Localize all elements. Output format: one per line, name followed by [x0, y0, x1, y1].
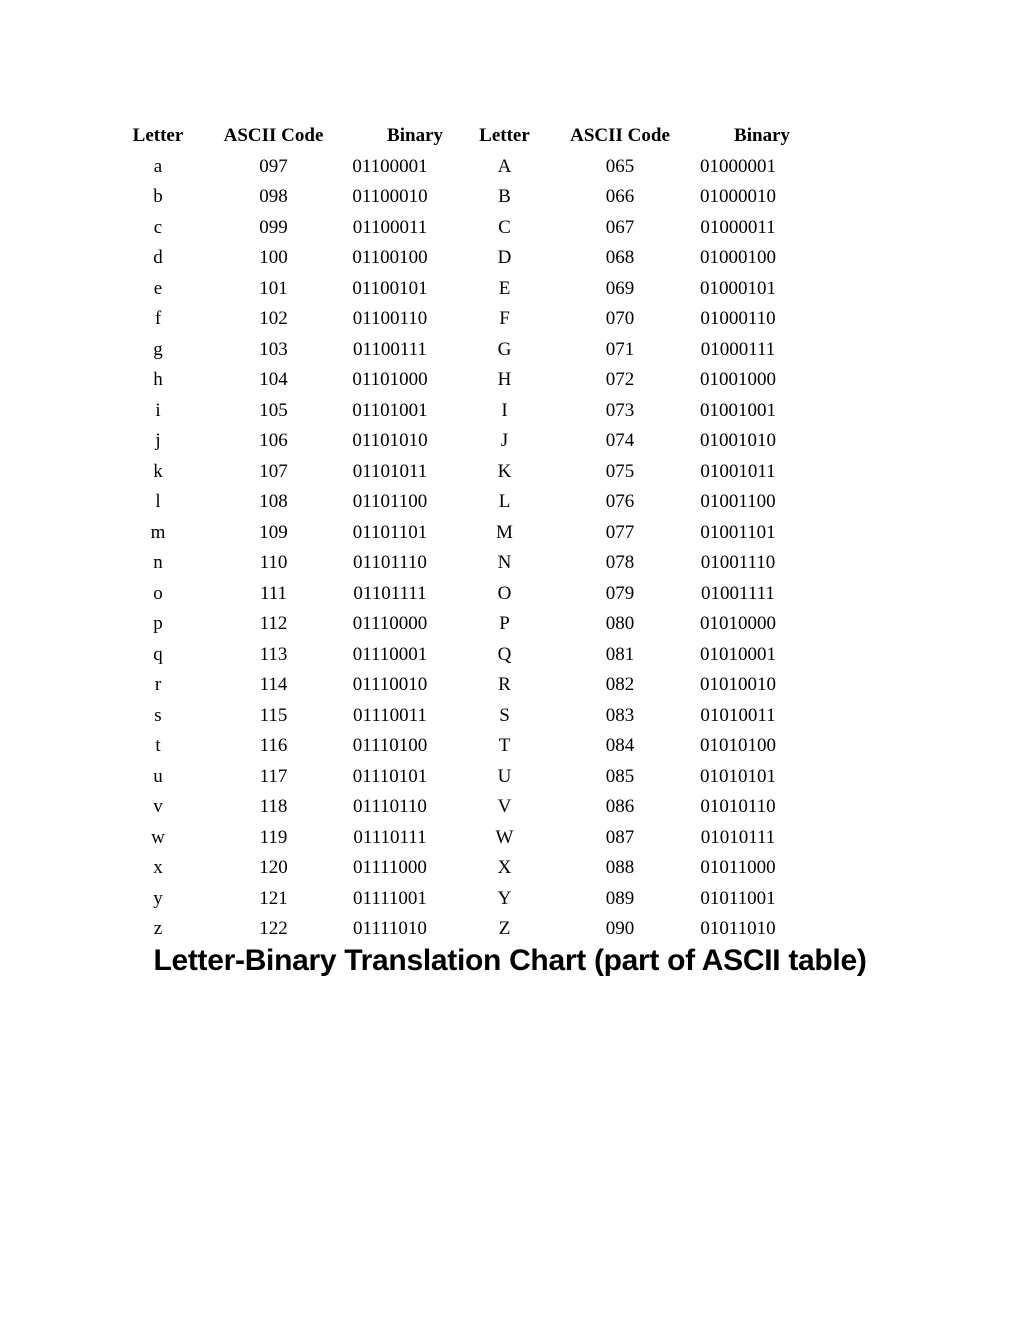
- lowercase-letter-cell: c: [153, 216, 163, 238]
- uppercase-ascii-code-cell: 082: [605, 674, 635, 695]
- lowercase-binary-cell: 01100011: [352, 216, 428, 238]
- uppercase-letter-cell: Q: [497, 643, 512, 665]
- lowercase-binary-cell: 01100001: [352, 155, 428, 177]
- uppercase-binary-cell: 01001111: [701, 582, 775, 604]
- lowercase-binary-cell: 01110000: [352, 613, 428, 634]
- uppercase-binary-cell: 01001000: [700, 369, 776, 390]
- uppercase-binary-cell: 01001110: [700, 552, 776, 573]
- lowercase-ascii-code-cell: 122: [259, 918, 288, 939]
- table-row: [100, 762, 796, 793]
- lowercase-ascii-code-cell: 118: [259, 796, 288, 817]
- uppercase-letter-cell: E: [498, 277, 511, 299]
- lowercase-binary-cell: 01100110: [352, 308, 428, 329]
- table-row: [100, 213, 796, 244]
- uppercase-ascii-code-cell: 090: [605, 918, 635, 939]
- table-row: [100, 426, 796, 457]
- lowercase-ascii-code-cell: 117: [259, 765, 288, 787]
- table-row: [100, 609, 796, 640]
- uppercase-binary-cell: 01000100: [700, 247, 776, 268]
- uppercase-letter-cell: A: [497, 155, 512, 177]
- uppercase-binary-cell: 01010011: [700, 704, 776, 726]
- lowercase-ascii-code-cell: 107: [259, 460, 288, 482]
- uppercase-binary-cell: 01010010: [700, 674, 776, 695]
- lowercase-binary-cell: 01110010: [352, 674, 428, 695]
- table-row: [100, 518, 796, 549]
- uppercase-ascii-code-cell: 066: [605, 186, 635, 207]
- lowercase-binary-cell: 01110111: [353, 826, 427, 848]
- lowercase-ascii-code-cell: 111: [259, 582, 288, 604]
- lowercase-letter-cell: q: [153, 643, 163, 665]
- lowercase-binary-cell: 01101010: [352, 430, 428, 451]
- uppercase-ascii-code-cell: 088: [605, 857, 635, 878]
- lowercase-binary-cell: 01100100: [352, 247, 428, 268]
- uppercase-binary-cell: 01000101: [700, 277, 776, 299]
- uppercase-ascii-code-cell: 074: [605, 430, 635, 451]
- lowercase-letter-cell: u: [153, 765, 163, 787]
- header-ascii-code-lowercase: ASCII Code: [223, 125, 324, 146]
- header-ascii-code-uppercase: ASCII Code: [570, 125, 670, 146]
- uppercase-ascii-code-cell: 078: [605, 552, 635, 573]
- uppercase-binary-cell: 01011010: [700, 918, 776, 939]
- table-row: [100, 640, 796, 671]
- lowercase-binary-cell: 01110011: [353, 704, 427, 726]
- table-body: [100, 152, 796, 945]
- lowercase-ascii-code-cell: 099: [259, 216, 288, 238]
- uppercase-binary-cell: 01001101: [700, 521, 776, 543]
- lowercase-ascii-code-cell: 102: [259, 308, 288, 329]
- header-letter-lowercase: Letter: [132, 125, 184, 146]
- table-row: [100, 365, 796, 396]
- lowercase-ascii-code-cell: 121: [259, 887, 288, 909]
- table-row: [100, 670, 796, 701]
- lowercase-letter-cell: h: [153, 369, 163, 390]
- lowercase-letter-cell: t: [155, 735, 161, 756]
- uppercase-letter-cell: H: [497, 369, 512, 390]
- lowercase-ascii-code-cell: 112: [259, 613, 288, 634]
- uppercase-ascii-code-cell: 073: [605, 399, 635, 421]
- uppercase-ascii-code-cell: 087: [605, 826, 635, 848]
- uppercase-letter-cell: B: [498, 186, 511, 207]
- lowercase-ascii-code-cell: 100: [259, 247, 288, 268]
- table-row: [100, 792, 796, 823]
- lowercase-ascii-code-cell: 115: [259, 704, 288, 726]
- lowercase-letter-cell: m: [150, 521, 166, 543]
- lowercase-letter-cell: d: [153, 247, 163, 268]
- header-binary-lowercase: Binary: [387, 125, 443, 146]
- uppercase-ascii-code-cell: 069: [605, 277, 635, 299]
- table-row: [100, 701, 796, 732]
- uppercase-letter-cell: N: [497, 552, 512, 573]
- uppercase-binary-cell: 01010001: [700, 643, 776, 665]
- lowercase-binary-cell: 01101101: [352, 521, 428, 543]
- header-binary-uppercase: Binary: [734, 125, 790, 146]
- chart-caption: Letter-Binary Translation Chart (part of ASCII table): [153, 944, 867, 977]
- lowercase-letter-cell: p: [153, 613, 163, 634]
- uppercase-letter-cell: D: [497, 247, 512, 268]
- lowercase-ascii-code-cell: 106: [259, 430, 288, 451]
- table-row: [100, 182, 796, 213]
- uppercase-binary-cell: 01010000: [700, 613, 776, 634]
- lowercase-binary-cell: 01101000: [352, 369, 428, 390]
- lowercase-binary-cell: 01101111: [353, 582, 427, 604]
- lowercase-binary-cell: 01100010: [352, 186, 428, 207]
- lowercase-letter-cell: v: [153, 796, 163, 817]
- uppercase-binary-cell: 01000010: [700, 186, 776, 207]
- uppercase-binary-cell: 01000110: [700, 308, 776, 329]
- uppercase-letter-cell: J: [500, 430, 509, 451]
- uppercase-binary-cell: 01010111: [700, 826, 776, 848]
- uppercase-letter-cell: U: [497, 765, 512, 787]
- lowercase-ascii-code-cell: 113: [259, 643, 288, 665]
- table-row: [100, 884, 796, 915]
- table-row: [100, 731, 796, 762]
- lowercase-letter-cell: y: [153, 887, 163, 909]
- lowercase-binary-cell: 01101100: [352, 491, 428, 512]
- lowercase-letter-cell: b: [153, 186, 163, 207]
- lowercase-binary-cell: 01110100: [352, 735, 428, 756]
- uppercase-letter-cell: W: [495, 826, 514, 848]
- lowercase-ascii-code-cell: 101: [259, 277, 288, 299]
- lowercase-binary-cell: 01110101: [352, 765, 428, 787]
- uppercase-ascii-code-cell: 075: [605, 460, 635, 482]
- lowercase-binary-cell: 01101110: [353, 552, 427, 573]
- uppercase-ascii-code-cell: 065: [605, 155, 635, 177]
- uppercase-ascii-code-cell: 071: [605, 338, 635, 360]
- ascii-binary-table: [100, 121, 796, 945]
- uppercase-ascii-code-cell: 080: [605, 613, 635, 634]
- uppercase-ascii-code-cell: 089: [605, 887, 635, 909]
- lowercase-binary-cell: 01100111: [353, 338, 427, 360]
- uppercase-letter-cell: X: [497, 857, 512, 878]
- uppercase-ascii-code-cell: 068: [605, 247, 635, 268]
- lowercase-letter-cell: z: [153, 918, 163, 939]
- lowercase-ascii-code-cell: 120: [259, 857, 288, 878]
- table-header-row: [100, 121, 796, 152]
- uppercase-ascii-code-cell: 085: [605, 765, 635, 787]
- uppercase-ascii-code-cell: 076: [605, 491, 635, 512]
- table-row: [100, 396, 796, 427]
- uppercase-binary-cell: 01001010: [700, 430, 776, 451]
- uppercase-ascii-code-cell: 067: [605, 216, 635, 238]
- lowercase-binary-cell: 01101001: [352, 399, 428, 421]
- uppercase-letter-cell: O: [497, 582, 512, 604]
- uppercase-letter-cell: M: [496, 521, 513, 543]
- uppercase-ascii-code-cell: 086: [605, 796, 635, 817]
- lowercase-letter-cell: l: [155, 491, 161, 512]
- uppercase-letter-cell: R: [498, 674, 511, 695]
- lowercase-letter-cell: r: [154, 674, 162, 695]
- uppercase-binary-cell: 01010100: [700, 735, 776, 756]
- lowercase-letter-cell: n: [153, 552, 163, 573]
- lowercase-letter-cell: s: [154, 704, 162, 726]
- lowercase-ascii-code-cell: 109: [259, 521, 288, 543]
- uppercase-ascii-code-cell: 072: [605, 369, 635, 390]
- uppercase-binary-cell: 01000011: [700, 216, 776, 238]
- table-row: [100, 914, 796, 945]
- uppercase-letter-cell: Z: [498, 918, 511, 939]
- lowercase-letter-cell: k: [153, 460, 163, 482]
- uppercase-letter-cell: I: [501, 399, 508, 421]
- table-row: [100, 243, 796, 274]
- table-row: [100, 853, 796, 884]
- lowercase-letter-cell: x: [153, 857, 163, 878]
- uppercase-letter-cell: G: [497, 338, 512, 360]
- lowercase-letter-cell: g: [153, 338, 163, 360]
- table-row: [100, 304, 796, 335]
- uppercase-ascii-code-cell: 083: [605, 704, 635, 726]
- table-row: [100, 457, 796, 488]
- lowercase-ascii-code-cell: 114: [259, 674, 288, 695]
- uppercase-letter-cell: S: [499, 704, 510, 726]
- uppercase-binary-cell: 01010101: [700, 765, 776, 787]
- lowercase-letter-cell: f: [154, 308, 162, 329]
- uppercase-ascii-code-cell: 070: [605, 308, 635, 329]
- lowercase-binary-cell: 01101011: [352, 460, 428, 482]
- lowercase-ascii-code-cell: 119: [259, 826, 288, 848]
- table-row: [100, 823, 796, 854]
- uppercase-binary-cell: 01011001: [700, 887, 776, 909]
- uppercase-letter-cell: Y: [497, 887, 512, 909]
- uppercase-ascii-code-cell: 079: [605, 582, 635, 604]
- lowercase-ascii-code-cell: 104: [259, 369, 288, 390]
- uppercase-binary-cell: 01001001: [700, 399, 776, 421]
- lowercase-binary-cell: 01111010: [353, 918, 427, 939]
- uppercase-binary-cell: 01000111: [700, 338, 776, 360]
- lowercase-ascii-code-cell: 103: [259, 338, 288, 360]
- lowercase-binary-cell: 01111000: [353, 857, 427, 878]
- table-row: [100, 335, 796, 366]
- lowercase-binary-cell: 01100101: [352, 277, 428, 299]
- table-row: [100, 579, 796, 610]
- table-row: [100, 487, 796, 518]
- uppercase-letter-cell: F: [499, 308, 510, 329]
- uppercase-letter-cell: P: [499, 613, 510, 634]
- lowercase-ascii-code-cell: 116: [259, 735, 288, 756]
- uppercase-binary-cell: 01010110: [700, 796, 776, 817]
- uppercase-ascii-code-cell: 077: [605, 521, 635, 543]
- uppercase-letter-cell: L: [498, 491, 511, 512]
- lowercase-letter-cell: e: [153, 277, 163, 299]
- uppercase-letter-cell: T: [498, 735, 511, 756]
- uppercase-binary-cell: 01000001: [700, 155, 776, 177]
- header-letter-uppercase: Letter: [479, 125, 530, 146]
- table-row: [100, 548, 796, 579]
- lowercase-letter-cell: i: [155, 399, 161, 421]
- uppercase-binary-cell: 01001100: [700, 491, 776, 512]
- lowercase-binary-cell: 01110001: [352, 643, 428, 665]
- table-row: [100, 152, 796, 183]
- table-row: [100, 274, 796, 305]
- uppercase-letter-cell: C: [498, 216, 511, 238]
- lowercase-ascii-code-cell: 105: [259, 399, 288, 421]
- lowercase-binary-cell: 01111001: [353, 887, 427, 909]
- lowercase-letter-cell: j: [155, 430, 161, 451]
- lowercase-ascii-code-cell: 097: [259, 155, 288, 177]
- lowercase-letter-cell: o: [153, 582, 163, 604]
- uppercase-binary-cell: 01011000: [700, 857, 776, 878]
- lowercase-binary-cell: 01110110: [353, 796, 427, 817]
- uppercase-binary-cell: 01001011: [700, 460, 776, 482]
- lowercase-letter-cell: a: [153, 155, 163, 177]
- uppercase-ascii-code-cell: 084: [605, 735, 635, 756]
- lowercase-ascii-code-cell: 108: [259, 491, 288, 512]
- lowercase-ascii-code-cell: 098: [259, 186, 288, 207]
- lowercase-letter-cell: w: [151, 826, 165, 848]
- uppercase-letter-cell: K: [497, 460, 512, 482]
- uppercase-ascii-code-cell: 081: [605, 643, 635, 665]
- lowercase-ascii-code-cell: 110: [259, 552, 288, 573]
- uppercase-letter-cell: V: [497, 796, 512, 817]
